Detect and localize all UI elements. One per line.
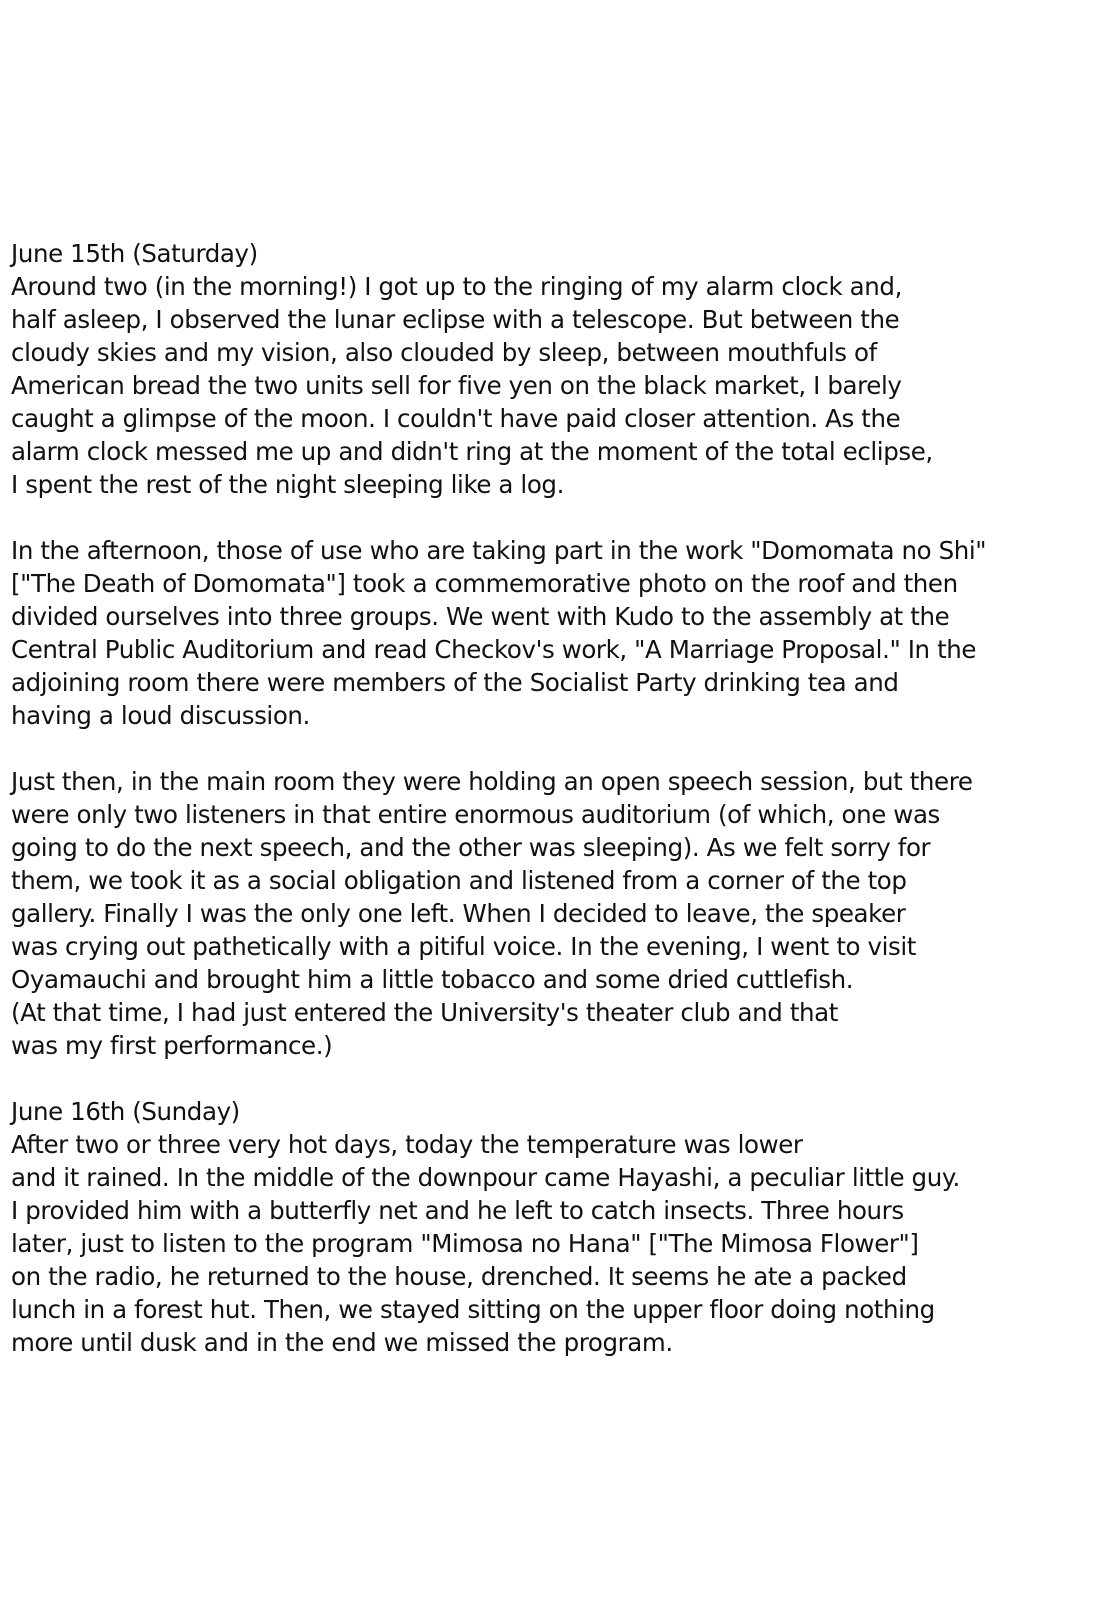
text-line: Oyamauchi and brought him a little tobacco and some dried cuttlefish. — [11, 965, 854, 994]
paragraph — [11, 270, 1091, 501]
text-line: were only two listeners in that entire enormous auditorium (of which, one was — [11, 800, 940, 829]
text-line: more until dusk and in the end we missed the program. — [11, 1328, 673, 1357]
text-line: gallery. Finally I was the only one left. When I decided to leave, the speaker — [11, 899, 906, 928]
text-line: ["The Death of Domomata"] took a commemorative photo on the roof and then — [11, 569, 958, 598]
text-line: lunch in a forest hut. Then, we stayed sitting on the upper floor doing nothing — [11, 1295, 935, 1324]
text-line: Central Public Auditorium and read Checkov's work, "A Marriage Proposal." In the — [11, 635, 977, 664]
paragraph-gap — [11, 732, 1091, 765]
text-line: After two or three very hot days, today the temperature was lower — [11, 1130, 803, 1159]
text-line: American bread the two units sell for five yen on the black market, I barely — [11, 371, 902, 400]
text-line: In the afternoon, those of use who are taking part in the work "Domomata no Shi" — [11, 536, 987, 565]
text-line: later, just to listen to the program "Mimosa no Hana" ["The Mimosa Flower"] — [11, 1229, 919, 1258]
text-line: caught a glimpse of the moon. I couldn't have paid closer attention. As the — [11, 404, 901, 433]
text-line: I provided him with a butterfly net and he left to catch insects. Three hours — [11, 1196, 904, 1225]
text-line: was crying out pathetically with a pitiful voice. In the evening, I went to visit — [11, 932, 916, 961]
text-line: them, we took it as a social obligation and listened from a corner of the top — [11, 866, 907, 895]
text-line: and it rained. In the middle of the downpour came Hayashi, a peculiar little guy. — [11, 1163, 960, 1192]
text-line: Around two (in the morning!) I got up to the ringing of my alarm clock and, — [11, 272, 902, 301]
paragraph-gap — [11, 501, 1091, 534]
text-line: half asleep, I observed the lunar eclipse with a telescope. But between the — [11, 305, 900, 334]
text-line: adjoining room there were members of the Socialist Party drinking tea and — [11, 668, 899, 697]
paragraph — [11, 1128, 1091, 1359]
text-line: I spent the rest of the night sleeping like a log. — [11, 470, 564, 499]
paragraph — [11, 765, 1091, 1062]
text-line: having a loud discussion. — [11, 701, 310, 730]
text-line: going to do the next speech, and the other was sleeping). As we felt sorry for — [11, 833, 931, 862]
text-line: was my first performance.) — [11, 1031, 333, 1060]
paragraph — [11, 534, 1091, 732]
text-line: alarm clock messed me up and didn't ring at the moment of the total eclipse, — [11, 437, 933, 466]
text-line: cloudy skies and my vision, also clouded by sleep, between mouthfuls of — [11, 338, 877, 367]
entry-gap — [11, 1062, 1091, 1095]
entry-date-heading: June 16th (Sunday) — [11, 1097, 240, 1126]
diary-page — [11, 237, 1091, 1359]
diary-entry — [11, 1095, 1091, 1359]
text-line: (At that time, I had just entered the University's theater club and that — [11, 998, 838, 1027]
entry-date-heading: June 15th (Saturday) — [11, 239, 258, 268]
text-line: on the radio, he returned to the house, drenched. It seems he ate a packed — [11, 1262, 907, 1291]
text-line: divided ourselves into three groups. We went with Kudo to the assembly at the — [11, 602, 950, 631]
diary-entry — [11, 237, 1091, 1062]
text-line: Just then, in the main room they were holding an open speech session, but there — [11, 767, 973, 796]
